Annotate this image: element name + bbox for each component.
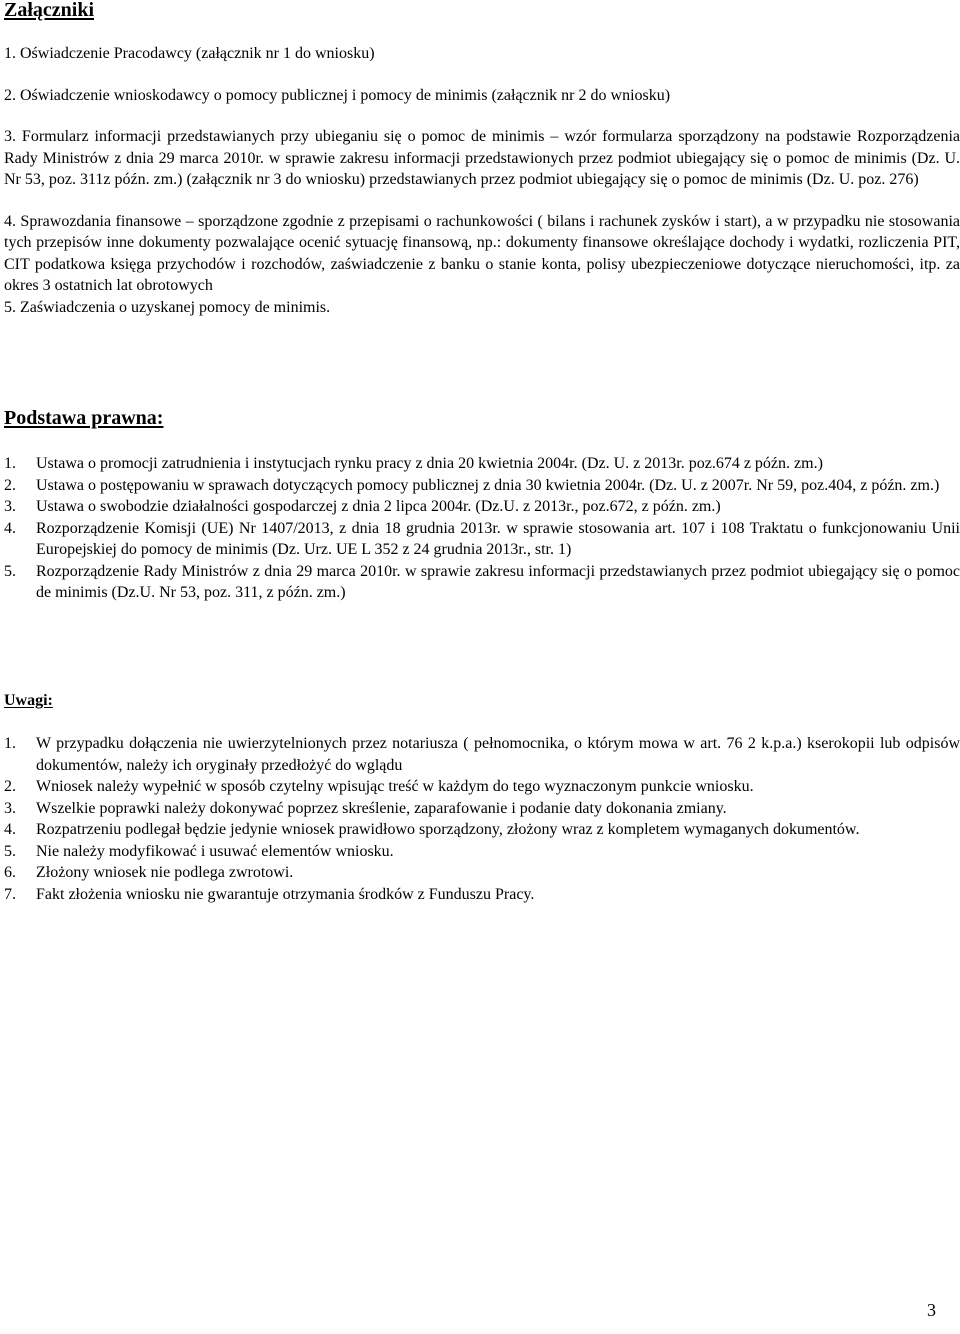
remark-item [4,862,960,884]
legal-basis-item [4,561,960,604]
remark-item [4,884,960,906]
page-number: 3 [927,1300,936,1320]
legal-basis-number: 2. [4,476,16,494]
legal-basis-text: Ustawa o promocji zatrudnienia i instytucjach rynku pracy z dnia 20 kwietnia 2004r. (Dz. U. z 2013r. poz.674 z późn. zm.) [36,455,823,472]
attachment-item-3: 3. Formularz informacji przedstawianych przy ubieganiu się o pomoc de minimis – wzór formularza sporządzony na podstawie Rozporządzenia Rady Ministrów z dnia 29 marca 2010r. w sprawie zakresu informacji przedstawionych przez podmiot ubiegający się o pomoc de minimis (Dz. U. Nr 53, poz. 311z późn. zm.) (załącznik nr 3 do wniosku) przedstawianych przez podmiot ubiegający się o pomoc de minimis (Dz. U. poz. 276) [4,128,960,188]
remark-number: 5. [4,842,16,860]
remark-number: 7. [4,885,16,903]
remark-text: Wniosek należy wypełnić w sposób czytelny wpisując treść w każdym do tego wyznaczonym punkcie wniosku. [36,778,754,795]
attachment-item-5: 5. Zaświadczenia o uzyskanej pomocy de minimis. [4,298,331,316]
remark-item [4,776,960,798]
remark-text: Fakt złożenia wniosku nie gwarantuje otrzymania środków z Funduszu Pracy. [36,885,535,903]
remark-text: Wszelkie poprawki należy dokonywać poprzez skreślenie, zaparafowanie i podanie daty dokonania zmiany. [36,799,727,817]
remark-item [4,819,960,841]
legal-basis-number: 5. [4,562,16,580]
legal-basis-text: Ustawa o swobodzie działalności gospodarczej z dnia 2 lipca 2004r. (Dz.U. z 2013r., poz.672, z późn. zm.) [36,498,721,515]
remark-text: Złożony wniosek nie podlega zwrotowi. [36,864,294,881]
legal-basis-number: 1. [4,455,16,472]
remarks-list [4,733,960,905]
legal-basis-number: 4. [4,519,16,537]
remark-number: 3. [4,799,16,817]
attachment-item-4: 4. Sprawozdania finansowe – sporządzone zgodnie z przepisami o rachunkowości ( bilans i rachunek zysków i start), a w przypadku nie stosowania tych przepisów inne dokumenty pozwalające ocenić sytuację finansową, np.: dokumenty finansowe określające dochody i wydatki, rozliczenia PIT, CIT podatkowa księga przychodów i rozchodów, zaświadczenie z banku o stanie konta, polisy ubezpieczeniowe dotyczące nieruchomości, itp. za okres 3 ostatnich lat obrotowych [4,212,960,294]
legal-basis-item [4,518,960,561]
legal-basis-text: Ustawa o postępowaniu w sprawach dotyczących pomocy publicznej z dnia 30 kwietnia 2004r. (Dz. U. z 2007r. Nr 59, poz.404, z późn. zm.) [36,476,940,494]
attachments-heading: Załączniki [4,0,95,21]
remark-item [4,733,960,776]
legal-basis-text: Rozporządzenie Komisji (UE) Nr 1407/2013, z dnia 18 grudnia 2013r. w sprawie stosowania art. 107 i 108 Traktatu o funkcjonowaniu Unii Europejskiej do pomocy de minimis (Dz. Urz. UE L 352 z 24 grudnia 2013r., str. 1) [36,519,960,558]
legal-basis-item [4,496,960,518]
remark-number: 2. [4,778,16,795]
attachment-item-1: 1. Oświadczenie Pracodawcy (załącznik nr 1 do wniosku) [4,45,375,62]
remark-number: 1. [4,735,16,752]
legal-basis-list [4,453,960,604]
remark-number: 4. [4,821,16,838]
legal-basis-item [4,475,960,497]
remarks-heading: Uwagi: [4,692,53,709]
legal-basis-heading: Podstawa prawna: [4,407,164,429]
remark-text: Rozpatrzeniu podlegał będzie jedynie wniosek prawidłowo sporządzony, złożony wraz z kompletem wymaganych dokumentów. [36,821,860,838]
attachment-item-2: 2. Oświadczenie wnioskodawcy o pomocy publicznej i pomocy de minimis (załącznik nr 2 do wniosku) [4,86,671,104]
remark-item [4,841,960,863]
remark-number: 6. [4,864,16,881]
remark-item [4,798,960,820]
legal-basis-text: Rozporządzenie Rady Ministrów z dnia 29 marca 2010r. w sprawie zakresu informacji przedstawianych przez podmiot ubiegający się o pomoc de minimis (Dz.U. Nr 53, poz. 311, z późn. zm.) [36,562,960,601]
remark-text: Nie należy modyfikować i usuwać elementów wniosku. [36,842,394,860]
legal-basis-number: 3. [4,498,16,515]
legal-basis-item [4,453,960,475]
remark-text: W przypadku dołączenia nie uwierzytelnionych przez notariusza ( pełnomocnika, o którym mowa w art. 76 2 k.p.a.) kserokopii lub odpisów dokumentów, należy ich oryginały przedłożyć do wglądu [36,735,960,774]
attachments-list [4,43,960,318]
